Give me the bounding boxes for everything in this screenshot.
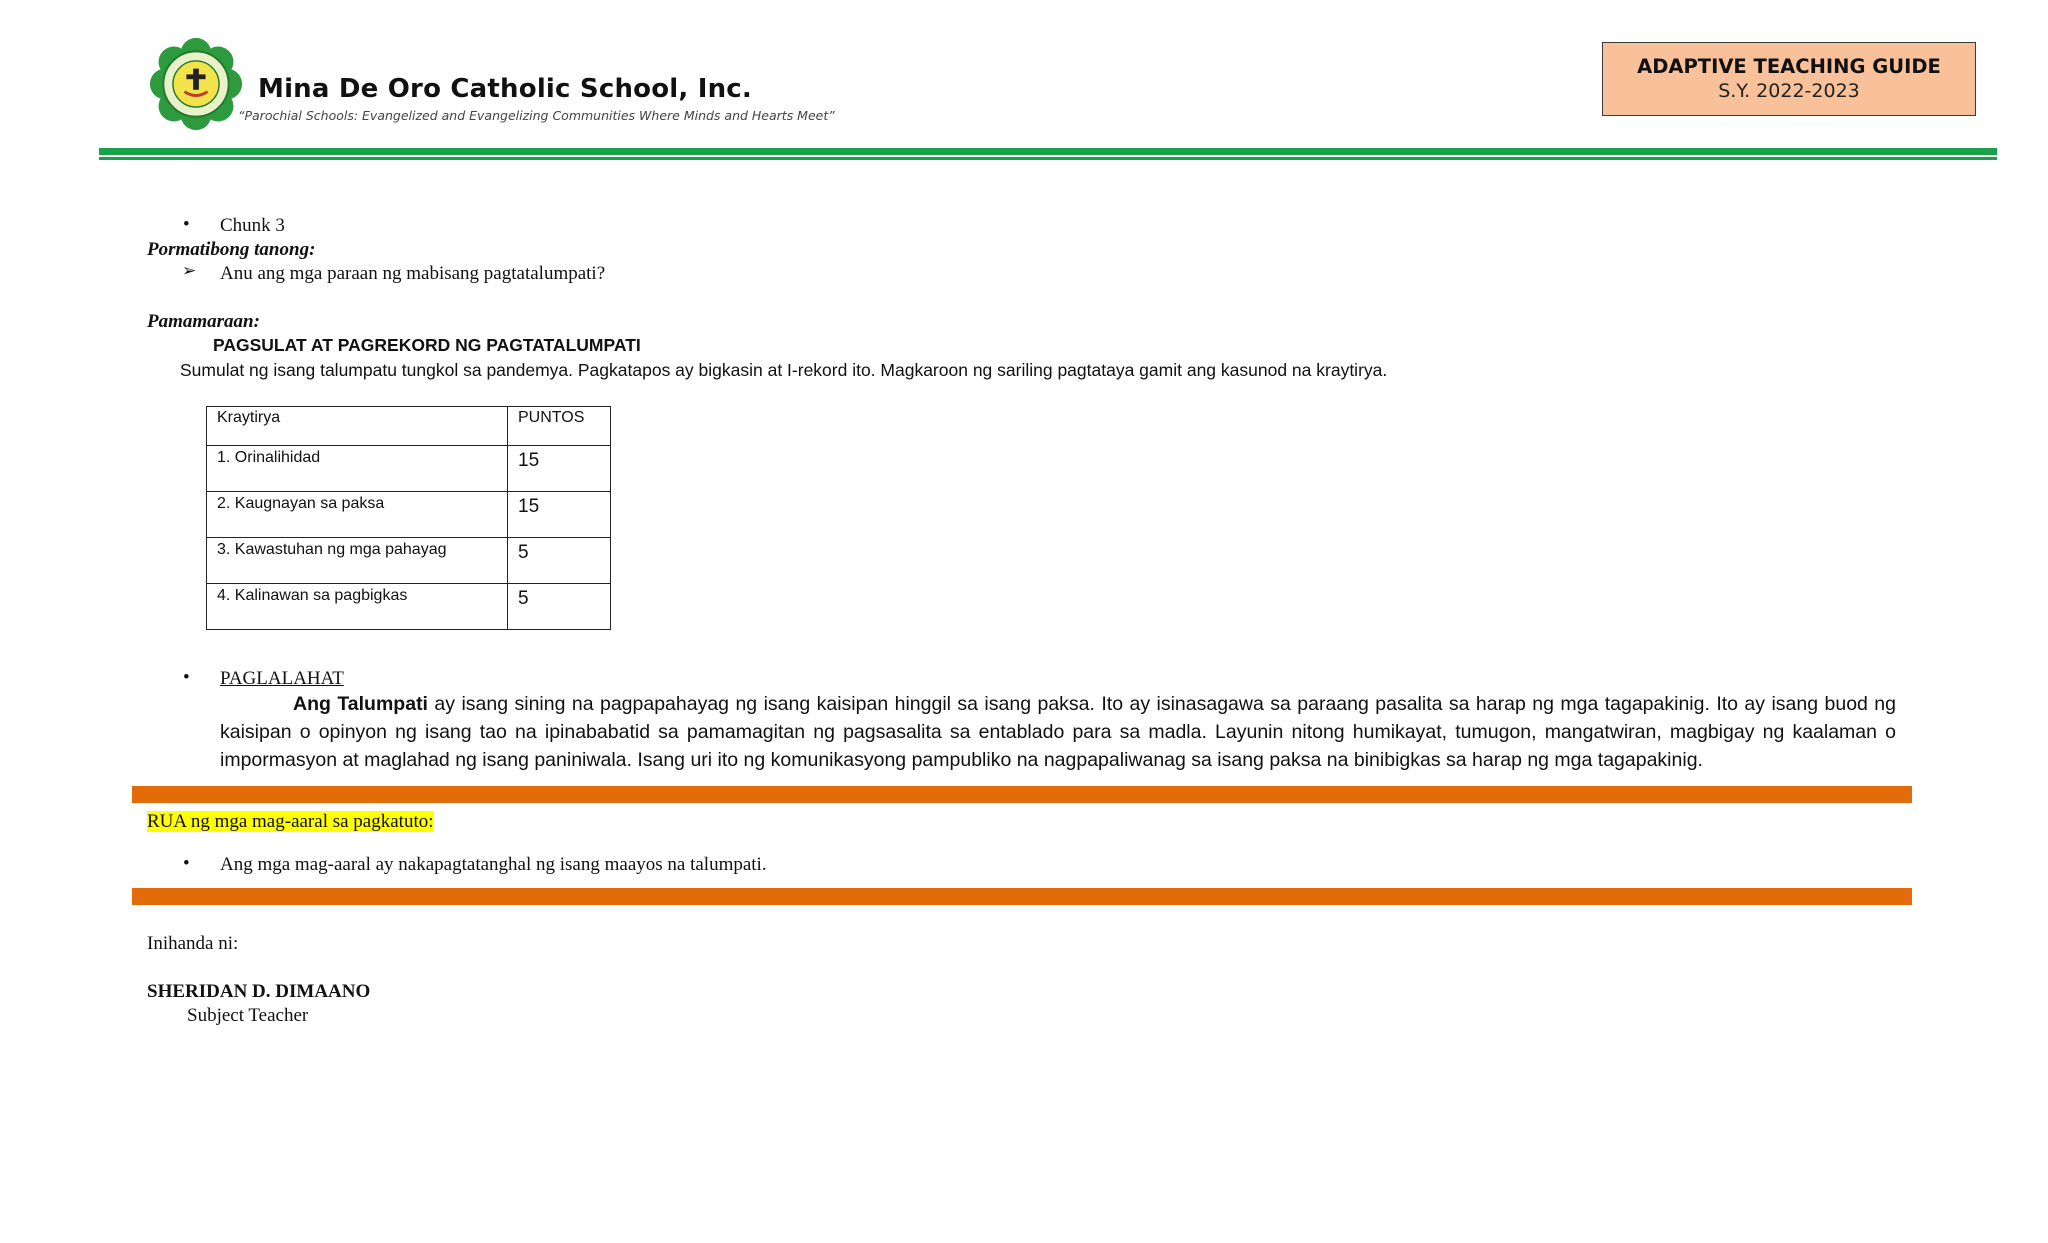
- teacher-position: Subject Teacher: [187, 1005, 309, 1026]
- formative-question: Anu ang mga paraan ng mabisang pagtatalumpati?: [220, 263, 606, 284]
- chunk-label: Chunk 3: [220, 215, 285, 236]
- generalization-paragraph: [220, 690, 1896, 774]
- formative-heading: Pormatibong tanong:: [147, 239, 316, 260]
- prepared-by-label: Inihanda ni:: [147, 933, 239, 954]
- school-name: Mina De Oro Catholic School, Inc.: [258, 74, 752, 104]
- arrow-bullet-icon: ➢: [182, 261, 197, 280]
- generalization-text: ay isang sining na pagpapahayag ng isang kaisipan hinggil sa isang paksa. Ito ay isinasagawa sa paraang pasalita sa harap ng mga tagapakinig. Ito ay isang buod ng kaisipan o opinyon ng isang tao na ipinababatid sa pamamagitan ng pagsasalita sa entablado para sa madla. Layunin nitong humikayat, tumugon, mangatwiran, magbigay ng kaalaman o impormasyon at maglahad ng isang paniniwala. Isang uri ito ng komunikasyong pampubliko na nagpapaliwanag sa isang paksa na binibigkas sa harap ng mga tagapakinig.: [220, 693, 1896, 771]
- table-row: [207, 538, 611, 584]
- rua-item: Ang mga mag-aaral ay nakapagtatanghal ng isang maayos na talumpati.: [220, 854, 767, 875]
- generalization-lead: Ang Talumpati: [293, 693, 428, 715]
- header-divider: [99, 148, 1997, 155]
- method-heading: Pamamaraan:: [147, 311, 260, 332]
- guide-badge: [1602, 42, 1976, 116]
- points-cell: 15: [508, 492, 611, 538]
- school-motto: “Parochial Schools: Evangelized and Evangelizing Communities Where Minds and Hearts Meet”: [238, 108, 835, 123]
- rua-heading-text: RUA ng mga mag-aaral sa pagkatuto:: [147, 811, 434, 832]
- header-divider-thin: [99, 157, 1997, 160]
- criterion-cell: 1. Orinalihidad: [207, 446, 508, 492]
- points-cell: 5: [508, 584, 611, 630]
- activity-instructions: Sumulat ng isang talumpatu tungkol sa pandemya. Pagkatapos ay bigkasin at I-rekord ito. Magkaroon ng sariling pagtataya gamit ang kasunod na kraytirya.: [180, 360, 1388, 380]
- column-header-points: PUNTOS: [508, 407, 611, 446]
- rua-heading: [147, 810, 434, 834]
- table-row: [207, 492, 611, 538]
- table-row: [207, 446, 611, 492]
- criterion-cell: 2. Kaugnayan sa paksa: [207, 492, 508, 538]
- table-row: [207, 584, 611, 630]
- teacher-name: SHERIDAN D. DIMAANO: [147, 981, 371, 1002]
- guide-title: ADAPTIVE TEACHING GUIDE: [1637, 55, 1941, 78]
- points-cell: 15: [508, 446, 611, 492]
- bullet-icon: •: [183, 667, 190, 688]
- generalization-heading: PAGLALAHAT: [220, 668, 344, 689]
- bullet-icon: •: [183, 853, 190, 874]
- section-divider: [132, 888, 1912, 905]
- section-divider: [132, 786, 1912, 803]
- table-header-row: [207, 407, 611, 446]
- criterion-cell: 3. Kawastuhan ng mga pahayag: [207, 538, 508, 584]
- bullet-icon: •: [183, 214, 190, 235]
- column-header-criteria: Kraytirya: [207, 407, 508, 446]
- points-cell: 5: [508, 538, 611, 584]
- criterion-cell: 4. Kalinawan sa pagbigkas: [207, 584, 508, 630]
- school-logo: [148, 36, 244, 132]
- activity-title: PAGSULAT AT PAGREKORD NG PAGTATALUMPATI: [213, 335, 641, 355]
- school-year: S.Y. 2022-2023: [1718, 80, 1860, 102]
- rubric-table: [206, 406, 611, 630]
